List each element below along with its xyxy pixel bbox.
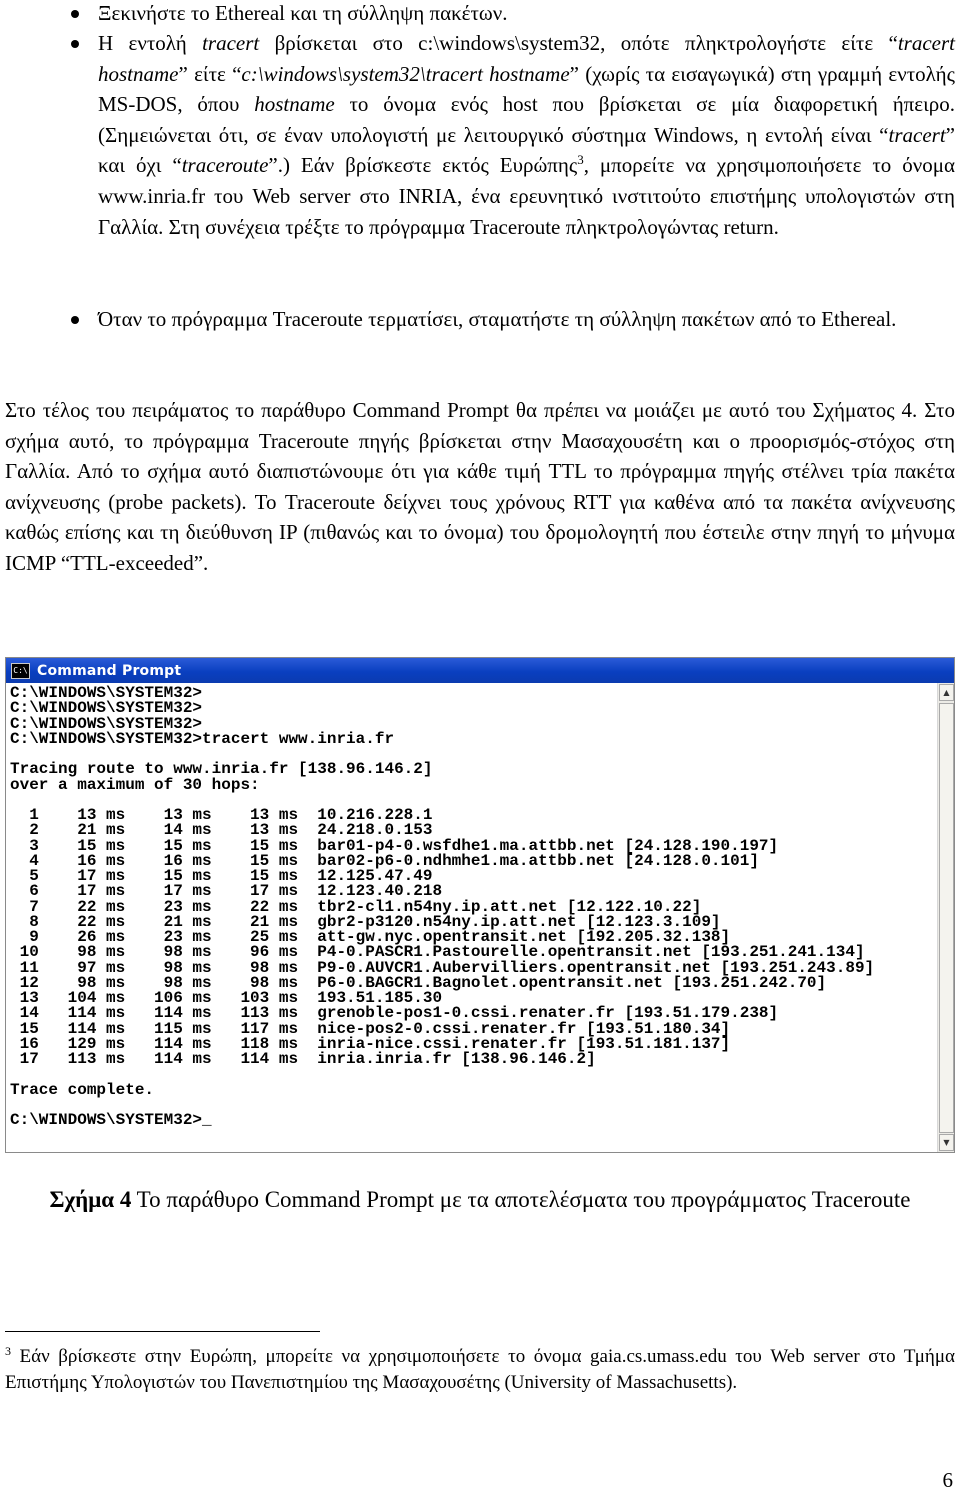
window-title: Command Prompt [37,662,182,679]
console-output: C:\WINDOWS\SYSTEM32> C:\WINDOWS\SYSTEM32> C:\WINDOWS\SYSTEM32> C:\WINDOWS\SYSTEM32>tracert www.inria.fr Tracing route to www.inria.fr [138.96.146.2] over a maximum of 30 hops: 1 13 ms 13 ms 13 ms 10.216.228.1 2 21 ms 14 ms 13 ms 24.218.0.153 3 15 ms 15 ms 15 ms bar01-p4-0.wsfdhe1.ma.attbb.net [24.128.190.197] 4 16 ms 16 ms 15 ms bar02-p6-0.ndhmhe1.ma.attbb.net [24.128.0.101] 5 17 ms 15 ms 15 ms 12.125.47.49 6 17 ms 17 ms 17 ms 12.123.40.218 7 22 ms 23 ms 22 ms tbr2-cl1.n54ny.ip.att.net [12.122.10.22] 8 22 ms 21 ms 21 ms gbr2-p3120.n54ny.ip.att.net [12.123.3.109] 9 26 ms 23 ms 25 ms att-gw.nyc.opentransit.net [192.205.32.138] 10 98 ms 98 ms 96 ms P4-0.PASCR1.Pastourelle.opentransit.net [193.251.241.134] 11 97 ms 98 ms 98 ms P9-0.AUVCR1.Aubervilliers.opentransit.net [193.251.243.89] 12 98 ms 98 ms 98 ms P6-0.BAGCR1.Bagnolet.opentransit.net [193.251.242.70] 13 104 ms 106 ms 103 ms 193.51.185.30 14 114 ms 114 ms 113 ms grenoble-pos1-0.cssi.renater.fr [193.51.179.238] 15 114 ms 115 ms 117 ms nice-pos2-0.cssi.renater.fr [193.51.180.34] 16 129 ms 114 ms 118 ms inria-nice.cssi.renater.fr [193.51.181.137] 17 113 ms 114 ms 114 ms inria.inria.fr [138.96.146.2] Trace complete. C:\WINDOWS\SYSTEM32>_ [10,684,875,1129]
bullet-text: Όταν το πρόγραμμα Traceroute τερματίσει, σταματήστε τη σύλληψη πακέτων από το Ethereal. [98,307,897,331]
text-run: βρίσκεται στο c:\windows\system32, οπότε πληκτρολογήστε είτε “ [259,31,898,55]
console-output-area[interactable] [6,683,937,1152]
page-number: 6 [942,1468,953,1492]
text-run: Η εντολή [98,31,203,55]
text-run: ” και όχι “ [98,122,955,178]
bullet-text: Ξεκινήστε το Ethereal και τη σύλληψη πακέτων. [98,1,508,25]
scroll-up-arrow-icon[interactable]: ▲ [939,684,954,701]
footnote-reference: 3 [577,152,584,168]
footnote-number: 3 [5,1344,11,1358]
text-run: , μπορείτε να χρησιμοποιήσετε το όνομα www.inria.fr του Web server στο INRIA, ένα ερευνητικό ινστιτούτο επιστήμης υπολογιστών στη Γαλλία. Στη συνέχεια τρέξτε το πρόγραμμα Traceroute πληκτρολογώντας return. [98,153,955,239]
italic-term: traceroute [181,153,269,178]
footnote [5,1344,955,1395]
vertical-scrollbar[interactable] [937,683,954,1152]
italic-term: hostname [254,92,335,117]
footnote-text: Εάν βρίσκεστε στην Ευρώπη, μπορείτε να χρησιμοποιήσετε το όνομα gaia.cs.umass.edu του Web server στο Τμήμα Επιστήμης Υπολογιστών του Πανεπιστημίου της Μασαχουσέτης (University of Massachusetts). [5,1346,955,1393]
italic-term: tracert hostname [98,31,955,86]
scroll-down-arrow-icon[interactable]: ▼ [939,1134,954,1151]
figure-label: Σχήμα 4 [49,1187,132,1212]
command-prompt-window [5,657,955,1153]
text-run: ”.) Εάν βρίσκεστε εκτός Ευρώπης [268,153,578,178]
italic-term: tracert [888,122,946,147]
bullet-start-ethereal [98,0,955,29]
window-titlebar[interactable] [6,658,954,683]
text-run: το όνομα ενός host που βρίσκεται σε μία διαφορετική ήπειρο. (Σημειώνεται ότι, σε έναν υπολογιστή με λειτουργικό σύστημα Windows, η εντολή είναι “ [98,92,955,147]
caption-text: Το παράθυρο Command Prompt με τα αποτελέσματα του προγράμματος Traceroute [131,1187,911,1212]
italic-term: c:\windows\system32\tracert hostname [241,61,570,86]
text-run: ” (χωρίς τα εισαγωγικά) στη γραμμή εντολής MS-DOS, όπου [98,61,955,117]
scrollbar-thumb[interactable] [939,703,954,1133]
figure-caption [5,1185,955,1215]
command-prompt-icon: C:\ [11,663,30,679]
bullet-run-tracert [98,28,955,242]
italic-term: tracert [202,31,260,55]
bullet-stop-capture [98,304,955,335]
footnote-divider [5,1331,320,1332]
body-paragraph: Στο τέλος του πειράματος το παράθυρο Command Prompt θα πρέπει να μοιάζει με αυτό του Σχήματος 4. Στο σχήμα αυτό, το πρόγραμμα Traceroute πηγής βρίσκεται στην Μασαχουσέτη και ο προορισμός-στόχος στη Γαλλία. Από το σχήμα αυτό διαπιστώνουμε ότι για κάθε τιμή TTL το πρόγραμμα πηγής στέλνει τρία πακέτα ανίχνευσης (probe packets). Το Traceroute δείχνει τους χρόνους RTT για καθένα από τα πακέτα ανίχνευσης καθώς επίσης και τη διεύθυνση IP (πιθανώς και το όνομα) του δρομολογητή που έστειλε στην πηγή το μήνυμα ICMP “TTL-exceeded”. [5,398,955,575]
text-run: ” είτε “ [178,61,242,86]
